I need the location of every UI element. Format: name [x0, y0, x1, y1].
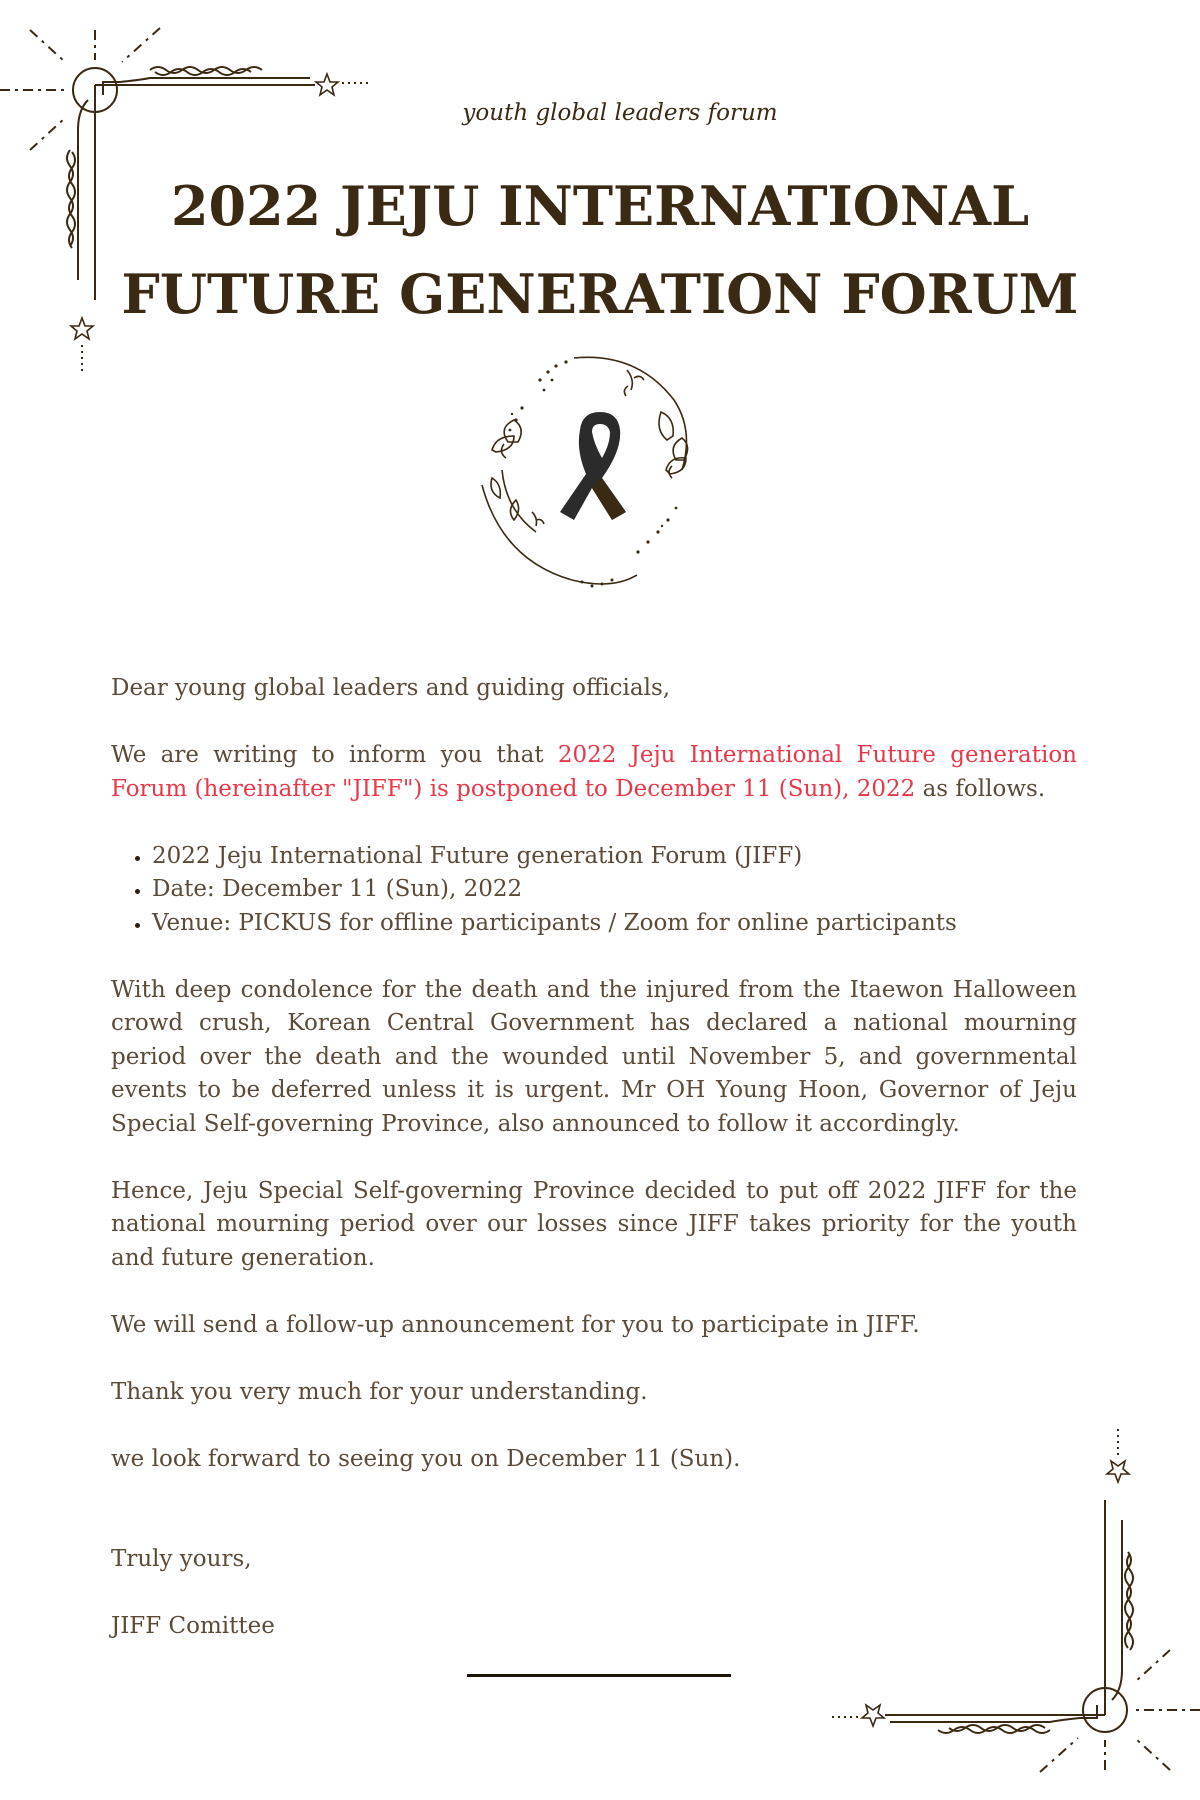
- forum-subtitle: youth global leaders forum: [462, 100, 778, 126]
- page-title: [0, 162, 1200, 338]
- postponement-highlight: 2022 Jeju International Future generation Forum (hereinafter "JIFF") is postponed to December 11 (Sun), 2022: [111, 742, 1077, 802]
- signature-line: [467, 1674, 731, 1677]
- list-item: • 2022 Jeju International Future generation Forum (JIFF): [152, 840, 1077, 874]
- intro-paragraph: We are writing to inform you that 2022 Jeju International Future generation Forum (hereinafter "JIFF") is postponed to December 11 (Sun), 2022 as follows.: [111, 742, 1077, 802]
- mourning-ribbon-emblem: [462, 350, 740, 602]
- letter-body: [111, 672, 1077, 1677]
- title-line-2: FUTURE GENERATION FORUM: [121, 262, 1079, 326]
- forward-paragraph: we look forward to seeing you on December 11 (Sun).: [111, 1445, 741, 1472]
- signature: JIFF Comittee: [111, 1612, 275, 1639]
- event-details-list: [111, 840, 1077, 941]
- followup-paragraph: We will send a follow-up announcement for you to participate in JIFF.: [111, 1311, 920, 1338]
- condolence-paragraph: With deep condolence for the death and the injured from the Itaewon Halloween crowd crush, Korean Central Government has declared a national mourning period over the death and the wounded until November 5, and governmental events to be deferred unless it is urgent. Mr OH Young Hoon, Governor of Jeju Special Self-governing Province, also announced to follow it accordingly.: [111, 976, 1077, 1137]
- title-line-1: 2022 JEJU INTERNATIONAL: [170, 174, 1030, 238]
- list-item: • Date: December 11 (Sun), 2022: [152, 873, 1077, 907]
- black-ribbon-icon: [560, 412, 626, 520]
- closing: Truly yours,: [111, 1545, 252, 1572]
- greeting: Dear young global leaders and guiding officials,: [111, 675, 671, 701]
- list-item: • Venue: PICKUS for offline participants / Zoom for online participants: [152, 907, 1077, 941]
- thanks-paragraph: Thank you very much for your understanding.: [111, 1378, 648, 1405]
- decision-paragraph: Hence, Jeju Special Self-governing Province decided to put off 2022 JIFF for the national mourning period over our losses since JIFF takes priority for the youth and future generation.: [111, 1177, 1077, 1271]
